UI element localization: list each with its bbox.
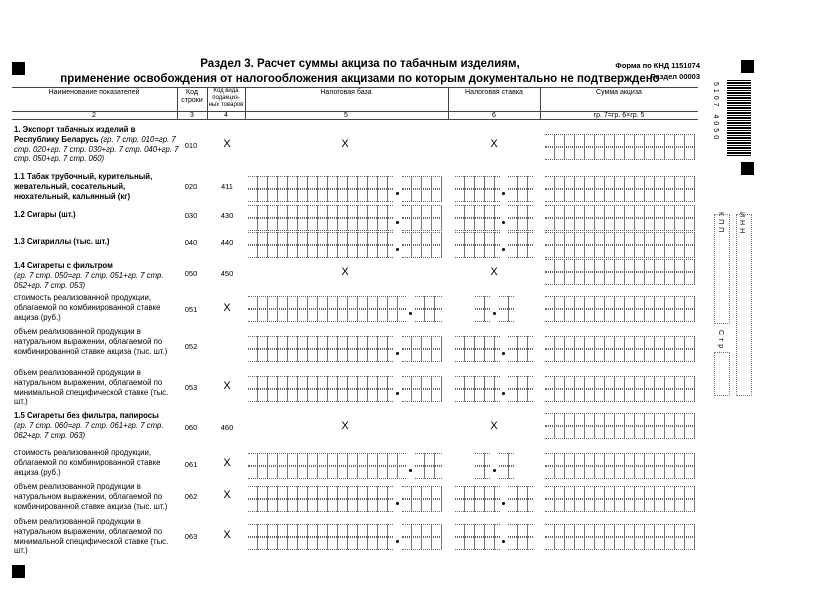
row-040-rate-cells-2[interactable]: [455, 245, 500, 258]
row-062-sum-cells[interactable]: [545, 486, 695, 499]
row-061-rate-cells-2[interactable]: [475, 466, 490, 479]
row-053-rate-fraction[interactable]: [508, 376, 533, 389]
row-020-base-decimal: [396, 192, 399, 195]
row-030-base-decimal: [396, 221, 399, 224]
row-020-rate-decimal: [502, 192, 505, 195]
row-051-rate-cells-2[interactable]: [475, 309, 490, 322]
row-053-rate-cells[interactable]: [455, 376, 500, 389]
row-040-sum-cells[interactable]: [545, 232, 695, 245]
row-053-code: 053: [184, 383, 198, 392]
row-052-base-fraction[interactable]: [402, 336, 442, 349]
row-051-sum-cells[interactable]: [545, 296, 695, 309]
row-030-code: 030: [184, 211, 198, 220]
row-020-base-cells-2[interactable]: [248, 189, 393, 202]
row-050-label: [14, 261, 179, 290]
row-063-rate-fraction[interactable]: [508, 524, 533, 537]
row-052-rate-decimal: [502, 352, 505, 355]
row-040-label: [14, 237, 179, 247]
row-061-rate-cells[interactable]: [475, 453, 490, 466]
row-040-rate-decimal: [502, 248, 505, 251]
col-header-base: Налоговая база: [320, 89, 372, 96]
row-060-base: X: [341, 420, 349, 432]
row-062-base-decimal: [396, 502, 399, 505]
row-040-base-decimal: [396, 248, 399, 251]
row-020-code: 020: [184, 182, 198, 191]
row-061-rate-fraction[interactable]: [499, 453, 514, 466]
row-063-label: объем реализованной продукции в натуральном выражении, облагаемой по минимальной специфической ставке (тыс. шт.): [14, 517, 169, 556]
row-063-kind: X: [223, 529, 231, 541]
row-020-label: [14, 172, 179, 201]
section-title-line1: Раздел 3. Расчет суммы акциза по табачным изделиям,: [200, 58, 520, 70]
row-030-sum-cells-2[interactable]: [545, 218, 695, 231]
row-053-rate-decimal: [502, 392, 505, 395]
row-062-base-cells-2[interactable]: [248, 499, 393, 512]
row-061-base-cells[interactable]: [248, 453, 406, 466]
page-cells[interactable]: [714, 352, 730, 396]
row-062-label: объем реализованной продукции в натуральном выражении, облагаемой по комбинированной ставке акциза (тыс. шт.): [14, 482, 168, 511]
row-052-label: объем реализованной продукции в натуральном выражении, облагаемой по комбинированной ставке акциза (тыс. шт.): [14, 327, 168, 356]
row-052-rate-cells-2[interactable]: [455, 349, 500, 362]
row-051-base-cells-2[interactable]: [248, 309, 406, 322]
row-051-label: стоимость реализованной продукции, облагаемой по комбинированной ставке акциза (руб.): [14, 293, 161, 322]
row-053-label: объем реализованной продукции в натуральном выражении, облагаемой по минимальной специфической ставке (тыс. шт.): [14, 368, 169, 407]
row-010-rate: X: [490, 138, 498, 150]
row-053-sum-cells[interactable]: [545, 376, 695, 389]
table-top-border: [12, 87, 698, 88]
row-052-base-cells[interactable]: [248, 336, 393, 349]
row-020-rate-fraction[interactable]: [508, 176, 533, 189]
row-063-sum-cells-2[interactable]: [545, 537, 695, 550]
row-062-kind: X: [223, 489, 231, 501]
page-label: Стр.: [717, 330, 724, 357]
row-061-sum-cells[interactable]: [545, 453, 695, 466]
col-header-rate: Налоговая ставка: [465, 89, 523, 96]
row-061-label: стоимость реализованной продукции, облагаемой по комбинированной ставке акциза (руб.): [14, 448, 161, 477]
row-050-kind: 450: [220, 269, 234, 278]
row-053-kind: X: [223, 380, 231, 392]
row-051-base-decimal: [409, 312, 412, 315]
row-010-sum-cells[interactable]: [545, 134, 695, 147]
row-020-base-cells[interactable]: [248, 176, 393, 189]
col-number-3: 3: [190, 112, 194, 119]
row-030-base-fraction[interactable]: [402, 205, 442, 218]
row-050-sum-cells[interactable]: [545, 259, 695, 272]
row-020-sum-cells[interactable]: [545, 176, 695, 189]
row-053-base-cells-2[interactable]: [248, 389, 393, 402]
inn-cells[interactable]: [736, 214, 752, 396]
col-header-name: Наименование показателей: [48, 89, 140, 96]
row-030-base-fraction-2[interactable]: [402, 218, 442, 231]
row-030-rate-fraction-2[interactable]: [508, 218, 533, 231]
row-062-rate-cells-2[interactable]: [455, 499, 500, 512]
row-010-kind: X: [223, 138, 231, 150]
row-051-rate-decimal: [493, 312, 496, 315]
row-060-code: 060: [184, 423, 198, 432]
registration-marker-top-right: [741, 60, 754, 73]
col-number-7: гр. 7=гр. 6×гр. 5: [593, 112, 645, 119]
row-050-formula: (гр. 7 стр. 050=гр. 7 стр. 051+гр. 7 стр. 052+гр. 7 стр. 053): [14, 270, 164, 290]
row-050-base: X: [341, 266, 349, 278]
col-header-kind: Код вида подакциз-ных товаров: [208, 88, 244, 108]
col-number-6: 6: [492, 112, 496, 119]
row-060-rate: X: [490, 420, 498, 432]
col-number-5: 5: [344, 112, 348, 119]
row-063-base-fraction[interactable]: [402, 524, 442, 537]
row-063-rate-decimal: [502, 540, 505, 543]
row-061-sum-cells-2[interactable]: [545, 466, 695, 479]
row-010-formula: (гр. 7 стр. 010=гр. 7 стр. 020+гр. 7 стр. 030+гр. 7 стр. 040+гр. 7 стр. 050+гр. 7 стр. 060): [14, 134, 179, 164]
row-020-base-fraction[interactable]: [402, 176, 442, 189]
row-030-base-cells-2[interactable]: [248, 218, 393, 231]
row-030-rate-decimal: [502, 221, 505, 224]
row-040-kind: 440: [220, 238, 234, 247]
kpp-cells[interactable]: [714, 214, 730, 324]
row-053-rate-cells-2[interactable]: [455, 389, 500, 402]
row-063-sum-cells[interactable]: [545, 524, 695, 537]
row-052-code: 052: [184, 342, 198, 351]
row-030-title: 1.2 Сигары (шт.): [14, 210, 76, 219]
row-052-base-fraction-2[interactable]: [402, 349, 442, 362]
row-052-rate-cells[interactable]: [455, 336, 500, 349]
registration-marker-bottom-left: [12, 565, 25, 578]
row-051-rate-cells[interactable]: [475, 296, 490, 309]
row-063-base-decimal: [396, 540, 399, 543]
row-010-base: X: [341, 138, 349, 150]
row-062-rate-decimal: [502, 502, 505, 505]
row-053-base-decimal: [396, 392, 399, 395]
row-061-kind: X: [223, 457, 231, 469]
row-030-kind: 430: [220, 211, 234, 220]
registration-marker-mid-right: [741, 162, 754, 175]
row-010-title: 1. Экспорт табачных изделий в Республику Беларусь: [14, 125, 136, 144]
row-060-sum-cells-2[interactable]: [545, 426, 695, 439]
row-061-base-cells-2[interactable]: [248, 466, 406, 479]
row-053-base-fraction[interactable]: [402, 376, 442, 389]
row-062-code: 062: [184, 492, 198, 501]
row-063-rate-fraction-2[interactable]: [508, 537, 533, 550]
row-020-sum-cells-2[interactable]: [545, 189, 695, 202]
col-number-4: 4: [224, 112, 228, 119]
section-code: Раздел 00003: [650, 72, 700, 81]
row-020-rate-fraction-2[interactable]: [508, 189, 533, 202]
row-062-base-fraction-2[interactable]: [402, 499, 442, 512]
row-063-code: 063: [184, 532, 198, 541]
row-061-base-decimal: [409, 469, 412, 472]
row-063-base-fraction-2[interactable]: [402, 537, 442, 550]
row-053-rate-fraction-2[interactable]: [508, 389, 533, 402]
form-info: [560, 60, 700, 82]
barcode: [727, 80, 751, 156]
col-header-sum: Сумма акциза: [596, 89, 642, 96]
row-063-base-cells-2[interactable]: [248, 537, 393, 550]
row-063-rate-cells[interactable]: [455, 524, 500, 537]
row-020-rate-cells-2[interactable]: [455, 189, 500, 202]
row-061-code: 061: [184, 460, 198, 469]
row-052-base-cells-2[interactable]: [248, 349, 393, 362]
row-040-base-fraction[interactable]: [402, 232, 442, 245]
row-040-sum-cells-2[interactable]: [545, 245, 695, 258]
row-053-sum-cells-2[interactable]: [545, 389, 695, 402]
row-050-sum-cells-2[interactable]: [545, 272, 695, 285]
row-030-sum-cells[interactable]: [545, 205, 695, 218]
row-030-label: [14, 210, 179, 220]
row-051-kind: X: [223, 302, 231, 314]
row-060-kind: 460: [220, 423, 234, 432]
kpp-label: КПП: [717, 212, 724, 236]
row-052-sum-cells-2[interactable]: [545, 349, 695, 362]
row-010-code: 010: [184, 141, 198, 150]
row-040-rate-fraction-2[interactable]: [508, 245, 533, 258]
row-030-rate-fraction[interactable]: [508, 205, 533, 218]
row-052-rate-fraction[interactable]: [508, 336, 533, 349]
row-020-title: 1.1 Табак трубочный, курительный, жевательный, сосательный, нюхательный, кальянный (кг): [14, 172, 153, 201]
row-051-code: 051: [184, 305, 198, 314]
row-060-sum-cells[interactable]: [545, 413, 695, 426]
row-060-title: 1.5 Сигареты без фильтра, папиросы: [14, 411, 159, 420]
row-062-rate-fraction[interactable]: [508, 486, 533, 499]
row-040-rate-fraction[interactable]: [508, 232, 533, 245]
row-030-base-cells[interactable]: [248, 205, 393, 218]
row-060-formula: (гр. 7 стр. 060=гр. 7 стр. 061+гр. 7 стр. 062+гр. 7 стр. 063): [14, 420, 164, 440]
row-050-rate: X: [490, 266, 498, 278]
form-knd: Форма по КНД 1151074: [615, 61, 700, 70]
row-061-base-fraction[interactable]: [415, 453, 442, 466]
row-051-base-fraction-2[interactable]: [415, 309, 442, 322]
row-010-sum-cells-2[interactable]: [545, 147, 695, 160]
row-040-base-cells-2[interactable]: [248, 245, 393, 258]
row-051-rate-fraction[interactable]: [499, 296, 514, 309]
row-051-sum-cells-2[interactable]: [545, 309, 695, 322]
row-053-base-fraction-2[interactable]: [402, 389, 442, 402]
row-063-rate-cells-2[interactable]: [455, 537, 500, 550]
row-030-rate-cells[interactable]: [455, 205, 500, 218]
row-061-base-fraction-2[interactable]: [415, 466, 442, 479]
row-010-label: [14, 125, 179, 164]
row-050-code: 050: [184, 269, 198, 278]
barcode-number: 5107 4050: [712, 82, 719, 143]
col-number-2: 2: [92, 112, 96, 119]
row-052-rate-fraction-2[interactable]: [508, 349, 533, 362]
row-040-title: 1.3 Сигариллы (тыс. шт.): [14, 237, 110, 246]
col-header-code: Код строки: [181, 89, 203, 104]
row-051-base-cells[interactable]: [248, 296, 406, 309]
row-020-base-fraction-2[interactable]: [402, 189, 442, 202]
row-063-base-cells[interactable]: [248, 524, 393, 537]
row-050-title: 1.4 Сигареты с фильтром: [14, 261, 113, 270]
row-062-sum-cells-2[interactable]: [545, 499, 695, 512]
row-040-rate-cells[interactable]: [455, 232, 500, 245]
row-040-base-cells[interactable]: [248, 232, 393, 245]
row-062-base-cells[interactable]: [248, 486, 393, 499]
row-051-base-fraction[interactable]: [415, 296, 442, 309]
row-062-rate-fraction-2[interactable]: [508, 499, 533, 512]
registration-marker-top-left: [12, 62, 25, 75]
row-020-kind: 411: [221, 182, 233, 191]
section-title-line2: применение освобождения от налогообложения акцизами по которым документально не подтверждено: [60, 73, 660, 85]
row-052-base-decimal: [396, 352, 399, 355]
row-040-code: 040: [184, 238, 198, 247]
row-062-base-fraction[interactable]: [402, 486, 442, 499]
row-051-rate-fraction-2[interactable]: [499, 309, 514, 322]
row-020-rate-cells[interactable]: [455, 176, 500, 189]
row-040-base-fraction-2[interactable]: [402, 245, 442, 258]
row-061-rate-decimal: [493, 469, 496, 472]
row-053-base-cells[interactable]: [248, 376, 393, 389]
inn-label: ИНН: [738, 212, 745, 237]
row-061-rate-fraction-2[interactable]: [499, 466, 514, 479]
row-052-sum-cells[interactable]: [545, 336, 695, 349]
row-060-label: [14, 411, 179, 440]
row-030-rate-cells-2[interactable]: [455, 218, 500, 231]
row-062-rate-cells[interactable]: [455, 486, 500, 499]
